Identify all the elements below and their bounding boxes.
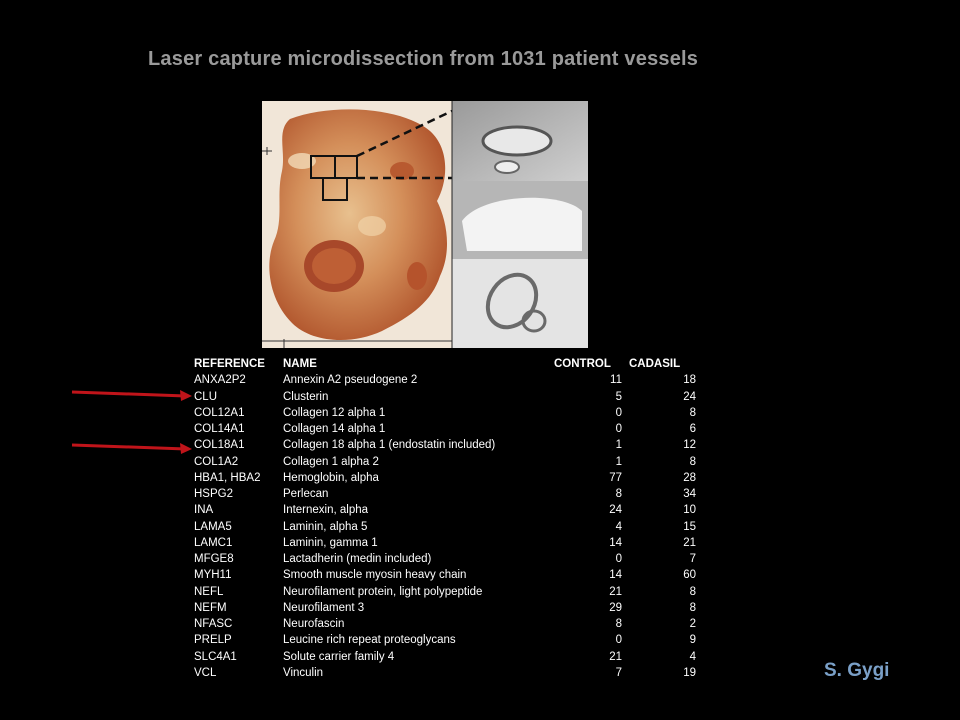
header-reference: REFERENCE — [194, 358, 265, 370]
table-row — [194, 372, 714, 388]
name-cell: Vinculin — [283, 666, 324, 679]
cadasil-cell: 7 — [689, 553, 696, 565]
control-cell: 8 — [615, 488, 622, 500]
cadasil-cell: 12 — [683, 439, 696, 452]
cadasil-cell: 18 — [683, 374, 696, 387]
red-arrow-icon — [70, 387, 194, 401]
cadasil-cell: 24 — [683, 390, 696, 403]
reference-cell: COL18A1 — [194, 439, 245, 452]
protein-table — [194, 356, 714, 681]
table-row — [194, 616, 714, 632]
table-row — [194, 551, 714, 567]
control-cell: 0 — [615, 553, 622, 565]
slide-title: Laser capture microdissection from 1031 patient vessels — [148, 48, 699, 70]
reference-cell: MFGE8 — [194, 553, 234, 565]
reference-cell: LAMA5 — [194, 520, 232, 533]
control-cell: 14 — [609, 536, 622, 549]
cadasil-cell: 8 — [689, 406, 696, 419]
cadasil-cell: 21 — [683, 536, 696, 549]
reference-cell: LAMC1 — [194, 536, 233, 549]
name-cell: Neurofilament 3 — [283, 601, 365, 614]
table-row — [194, 567, 714, 583]
table-row — [194, 649, 714, 665]
name-cell: Solute carrier family 4 — [283, 650, 395, 663]
name-cell: Collagen 12 alpha 1 — [283, 406, 386, 419]
cadasil-cell: 15 — [683, 520, 696, 533]
name-cell: Collagen 18 alpha 1 (endostatin included) — [283, 439, 496, 452]
control-cell: 14 — [609, 569, 622, 582]
table-row — [194, 584, 714, 600]
cadasil-cell: 28 — [683, 471, 696, 484]
control-cell: 0 — [615, 406, 622, 419]
vessel-micrograph-3 — [452, 259, 588, 348]
header-cadasil: CADASIL — [629, 358, 681, 370]
reference-cell: HSPG2 — [194, 488, 233, 500]
control-cell: 1 — [615, 439, 622, 452]
control-cell: 0 — [615, 634, 622, 647]
reference-cell: NFASC — [194, 618, 233, 630]
name-cell: Collagen 14 alpha 1 — [283, 423, 386, 435]
microdissection-figure — [262, 101, 588, 348]
control-cell: 29 — [609, 601, 622, 614]
control-cell: 0 — [615, 423, 622, 435]
name-cell: Laminin, gamma 1 — [283, 536, 378, 549]
cadasil-cell: 8 — [689, 455, 696, 468]
control-cell: 8 — [615, 618, 622, 630]
name-cell: Annexin A2 pseudogene 2 — [283, 374, 418, 387]
reference-cell: SLC4A1 — [194, 650, 237, 663]
table-row — [194, 454, 714, 470]
control-cell: 11 — [610, 374, 622, 387]
control-cell: 21 — [609, 650, 622, 663]
name-cell: Lactadherin (medin included) — [283, 553, 432, 565]
table-row — [194, 535, 714, 551]
vessel-micrograph-1 — [452, 101, 588, 181]
cadasil-cell: 9 — [689, 634, 696, 647]
table-row — [194, 389, 714, 405]
reference-cell: INA — [194, 504, 214, 517]
reference-cell: PRELP — [194, 634, 232, 647]
cadasil-cell: 4 — [689, 650, 696, 663]
name-cell: Smooth muscle myosin heavy chain — [283, 569, 467, 582]
control-cell: 21 — [609, 585, 622, 598]
cadasil-cell: 8 — [689, 585, 696, 598]
red-arrow-icon — [70, 440, 194, 454]
reference-cell: NEFL — [194, 585, 224, 598]
reference-cell: ANXA2P2 — [194, 374, 246, 387]
cadasil-cell: 2 — [689, 618, 696, 630]
name-cell: Internexin, alpha — [283, 504, 369, 517]
cadasil-cell: 8 — [689, 601, 696, 614]
reference-cell: HBA1, HBA2 — [194, 471, 261, 484]
reference-cell: MYH11 — [194, 569, 232, 582]
table-row — [194, 502, 714, 518]
table-row — [194, 421, 714, 437]
name-cell: Neurofascin — [283, 618, 345, 630]
vessel-micrograph-2 — [452, 181, 588, 259]
reference-cell: COL1A2 — [194, 455, 239, 468]
table-row — [194, 632, 714, 648]
name-cell: Clusterin — [283, 390, 329, 403]
reference-cell: VCL — [194, 666, 217, 679]
control-cell: 4 — [615, 520, 622, 533]
name-cell: Collagen 1 alpha 2 — [283, 455, 379, 468]
cadasil-cell: 10 — [683, 504, 696, 517]
table-row — [194, 600, 714, 616]
control-cell: 5 — [615, 390, 622, 403]
reference-cell: NEFM — [194, 601, 227, 614]
author-credit: S. Gygi — [824, 660, 890, 681]
name-cell: Neurofilament protein, light polypeptide — [283, 585, 483, 598]
reference-cell: CLU — [194, 390, 218, 403]
table-row — [194, 486, 714, 502]
table-row — [194, 437, 714, 453]
cadasil-cell: 19 — [683, 666, 696, 679]
reference-cell: COL14A1 — [194, 423, 245, 435]
control-cell: 7 — [615, 666, 622, 679]
cadasil-cell: 6 — [689, 423, 696, 435]
table-row — [194, 665, 714, 681]
table-row — [194, 519, 714, 535]
table-row — [194, 405, 714, 421]
header-name: NAME — [283, 358, 317, 370]
control-cell: 24 — [609, 504, 622, 517]
control-cell: 77 — [609, 471, 622, 484]
cadasil-cell: 60 — [683, 569, 696, 582]
cadasil-cell: 34 — [683, 488, 696, 500]
name-cell: Hemoglobin, alpha — [283, 471, 379, 484]
table-header-row — [194, 356, 714, 372]
name-cell: Laminin, alpha 5 — [283, 520, 368, 533]
reference-cell: COL12A1 — [194, 406, 245, 419]
name-cell: Perlecan — [283, 488, 329, 500]
name-cell: Leucine rich repeat proteoglycans — [283, 634, 456, 647]
control-cell: 1 — [615, 455, 622, 468]
table-row — [194, 470, 714, 486]
header-control: CONTROL — [554, 358, 611, 370]
